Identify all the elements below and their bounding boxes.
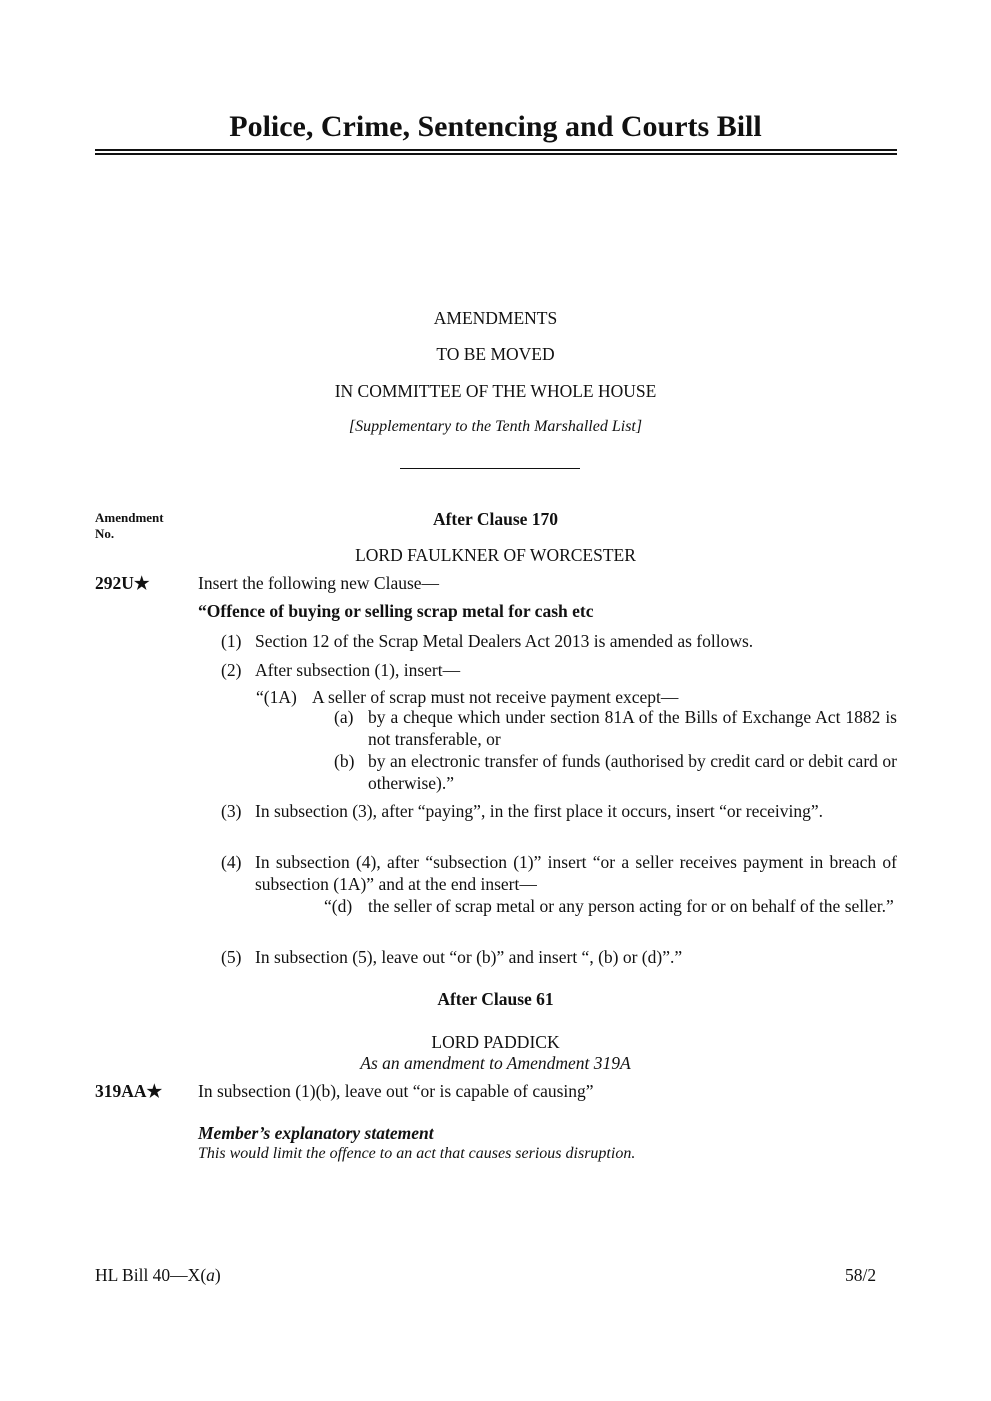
item-text: the seller of scrap metal or any person acting for or on behalf of the seller.”	[368, 896, 894, 916]
item-text: In subsection (4), after “subsection (1)” insert “or a seller receives payment in breach of subsection (1A)” and at the end insert—	[255, 852, 897, 894]
amendment-note: As an amendment to Amendment 319A	[360, 1053, 631, 1073]
statement-text: This would limit the offence to an act that causes serious disruption.	[198, 1145, 636, 1162]
item-number: (1)	[221, 631, 242, 651]
item-text: by an electronic transfer of funds (authorised by credit card or debit card or otherwise).”	[368, 751, 897, 793]
footer-bill-ref	[95, 1264, 221, 1286]
item-number: (b)	[334, 751, 355, 771]
separator-rule	[400, 468, 580, 469]
item-number: “(1A)	[256, 687, 297, 707]
heading-subtitle: [Supplementary to the Tenth Marshalled List]	[348, 418, 643, 435]
footer-ref-italic: a	[206, 1265, 215, 1285]
item-number: “(d)	[324, 896, 353, 916]
item-text: Section 12 of the Scrap Metal Dealers Act 2013 is amended as follows.	[255, 631, 754, 651]
footer-page-number: 58/2	[845, 1265, 877, 1285]
clause-title: “Offence of buying or selling scrap metal for cash etc	[198, 601, 594, 621]
amendment-no-label: Amendment No.	[95, 510, 164, 541]
amendment-text: In subsection (1)(b), leave out “or is capable of causing”	[198, 1081, 594, 1101]
item-text: by a cheque which under section 81A of the Bills of Exchange Act 1882 is not transferable, or	[368, 707, 897, 749]
item-number: (a)	[334, 707, 354, 727]
amendment-number: 292U★	[95, 573, 150, 593]
item-number: (4)	[221, 852, 242, 872]
heading-line-3: IN COMMITTEE OF THE WHOLE HOUSE	[334, 381, 657, 401]
member-name: LORD FAULKNER OF WORCESTER	[355, 545, 636, 565]
item-text: A seller of scrap must not receive payment except—	[312, 687, 679, 707]
footer-ref-end: )	[214, 1265, 221, 1285]
item-text: After subsection (1), insert—	[255, 660, 461, 680]
heading-line-1: AMENDMENTS	[433, 308, 558, 328]
footer-ref-text: HL Bill 40—X(	[95, 1265, 207, 1285]
statement-heading: Member’s explanatory statement	[198, 1123, 434, 1143]
title-rule-bottom	[95, 153, 897, 155]
heading-line-2: TO BE MOVED	[436, 344, 555, 364]
section-heading: After Clause 170	[432, 509, 559, 529]
item-text: In subsection (5), leave out “or (b)” and insert “, (b) or (d)”.”	[255, 947, 683, 967]
amendment-number: 319AA★	[95, 1081, 163, 1101]
section-heading: After Clause 61	[437, 989, 554, 1009]
title-rule-top	[95, 149, 897, 151]
bill-title: Police, Crime, Sentencing and Courts Bill	[229, 110, 762, 143]
item-number: (3)	[221, 801, 242, 821]
item-number: (2)	[221, 660, 242, 680]
amendment-intro: Insert the following new Clause—	[198, 573, 440, 593]
item-text: In subsection (3), after “paying”, in the first place it occurs, insert “or receiving”.	[255, 801, 824, 821]
member-name: LORD PADDICK	[431, 1032, 560, 1052]
item-number: (5)	[221, 947, 242, 967]
